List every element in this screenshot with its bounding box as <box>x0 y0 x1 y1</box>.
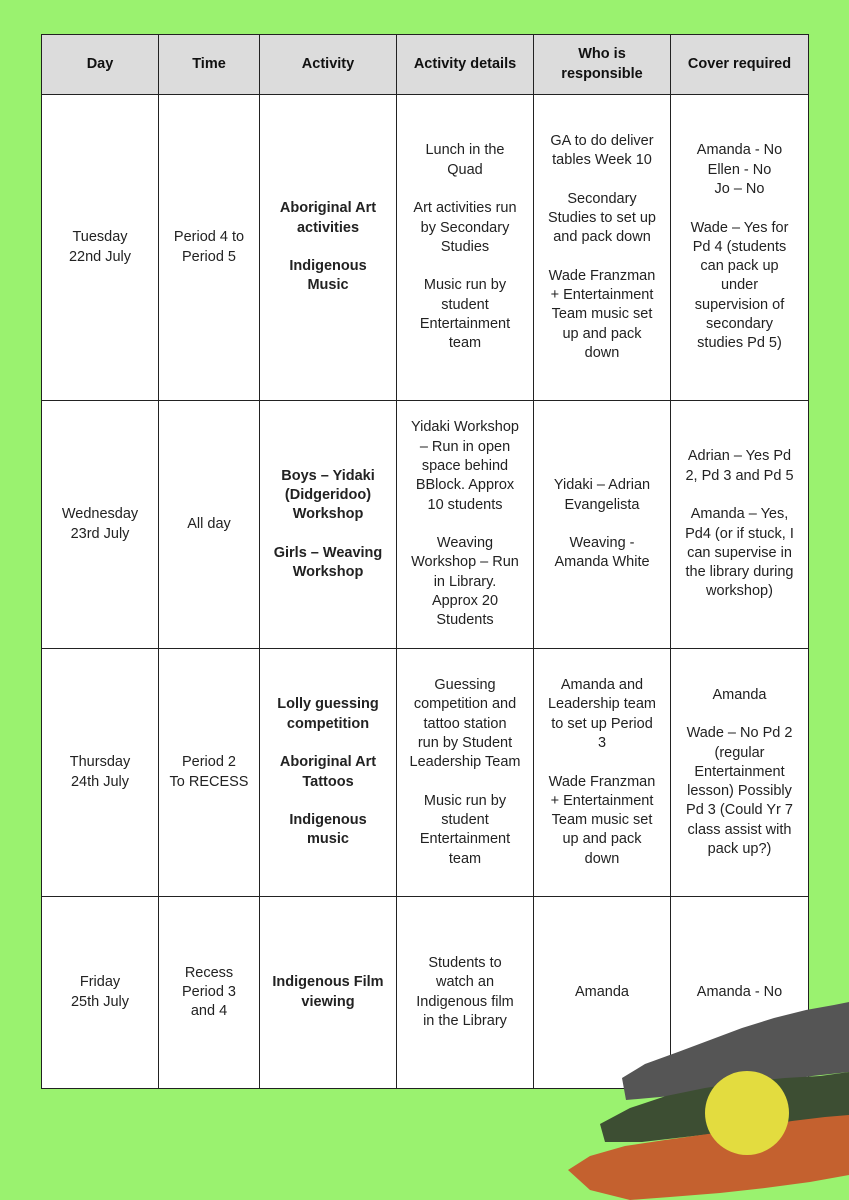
responsible-cell: GA to do deliver tables Week 10 Secondary Studies to set up and pack down Wade Franzman + Entertainment Team music set up and pack down <box>534 95 671 401</box>
table-row <box>42 95 809 401</box>
header-cover-required: Cover required <box>671 35 809 95</box>
flag-red-stroke <box>568 1115 849 1200</box>
cover-cell: Amanda - No <box>671 897 809 1089</box>
responsible-cell: Yidaki – Adrian Evangelista Weaving - Amanda White <box>534 401 671 649</box>
details-cell: Guessing competition and tattoo station run by Student Leadership Team Music run by student Entertainment team <box>397 649 534 897</box>
table-row <box>42 897 809 1089</box>
time-cell: All day <box>159 401 260 649</box>
cover-cell: Adrian – Yes Pd 2, Pd 3 and Pd 5 Amanda – Yes, Pd4 (or if stuck, I can supervise in the library during workshop) <box>671 401 809 649</box>
header-time: Time <box>159 35 260 95</box>
responsible-cell: Amanda and Leadership team to set up Period 3 Wade Franzman + Entertainment Team music set up and pack down <box>534 649 671 897</box>
header-row <box>42 35 809 95</box>
table-row <box>42 649 809 897</box>
activity-cell: Lolly guessing competition Aboriginal Art Tattoos Indigenous music <box>260 649 397 897</box>
details-cell: Yidaki Workshop – Run in open space behind BBlock. Approx 10 students Weaving Workshop – Run in Library. Approx 20 Students <box>397 401 534 649</box>
activity-cell: Indigenous Film viewing <box>260 897 397 1089</box>
cover-cell: Amanda Wade – No Pd 2 (regular Entertainment lesson) Possibly Pd 3 (Could Yr 7 class assist with pack up?) <box>671 649 809 897</box>
day-cell: Friday 25th July <box>42 897 159 1089</box>
activity-cell: Boys – Yidaki (Didgeridoo) Workshop Girls – Weaving Workshop <box>260 401 397 649</box>
time-cell: Period 4 to Period 5 <box>159 95 260 401</box>
day-cell: Tuesday 22nd July <box>42 95 159 401</box>
table-row <box>42 401 809 649</box>
day-cell: Wednesday 23rd July <box>42 401 159 649</box>
header-who-is-responsible: Who is responsible <box>534 35 671 95</box>
responsible-cell: Amanda <box>534 897 671 1089</box>
details-cell: Lunch in the Quad Art activities run by Secondary Studies Music run by student Entertainment team <box>397 95 534 401</box>
header-day: Day <box>42 35 159 95</box>
time-cell: Period 2 To RECESS <box>159 649 260 897</box>
schedule-table <box>41 34 809 1089</box>
time-cell: Recess Period 3 and 4 <box>159 897 260 1089</box>
day-cell: Thursday 24th July <box>42 649 159 897</box>
cover-cell: Amanda - No Ellen - No Jo – No Wade – Yes for Pd 4 (students can pack up under supervision of secondary studies Pd 5) <box>671 95 809 401</box>
details-cell: Students to watch an Indigenous film in the Library <box>397 897 534 1089</box>
header-activity-details: Activity details <box>397 35 534 95</box>
header-activity: Activity <box>260 35 397 95</box>
activity-cell: Aboriginal Art activities Indigenous Music <box>260 95 397 401</box>
